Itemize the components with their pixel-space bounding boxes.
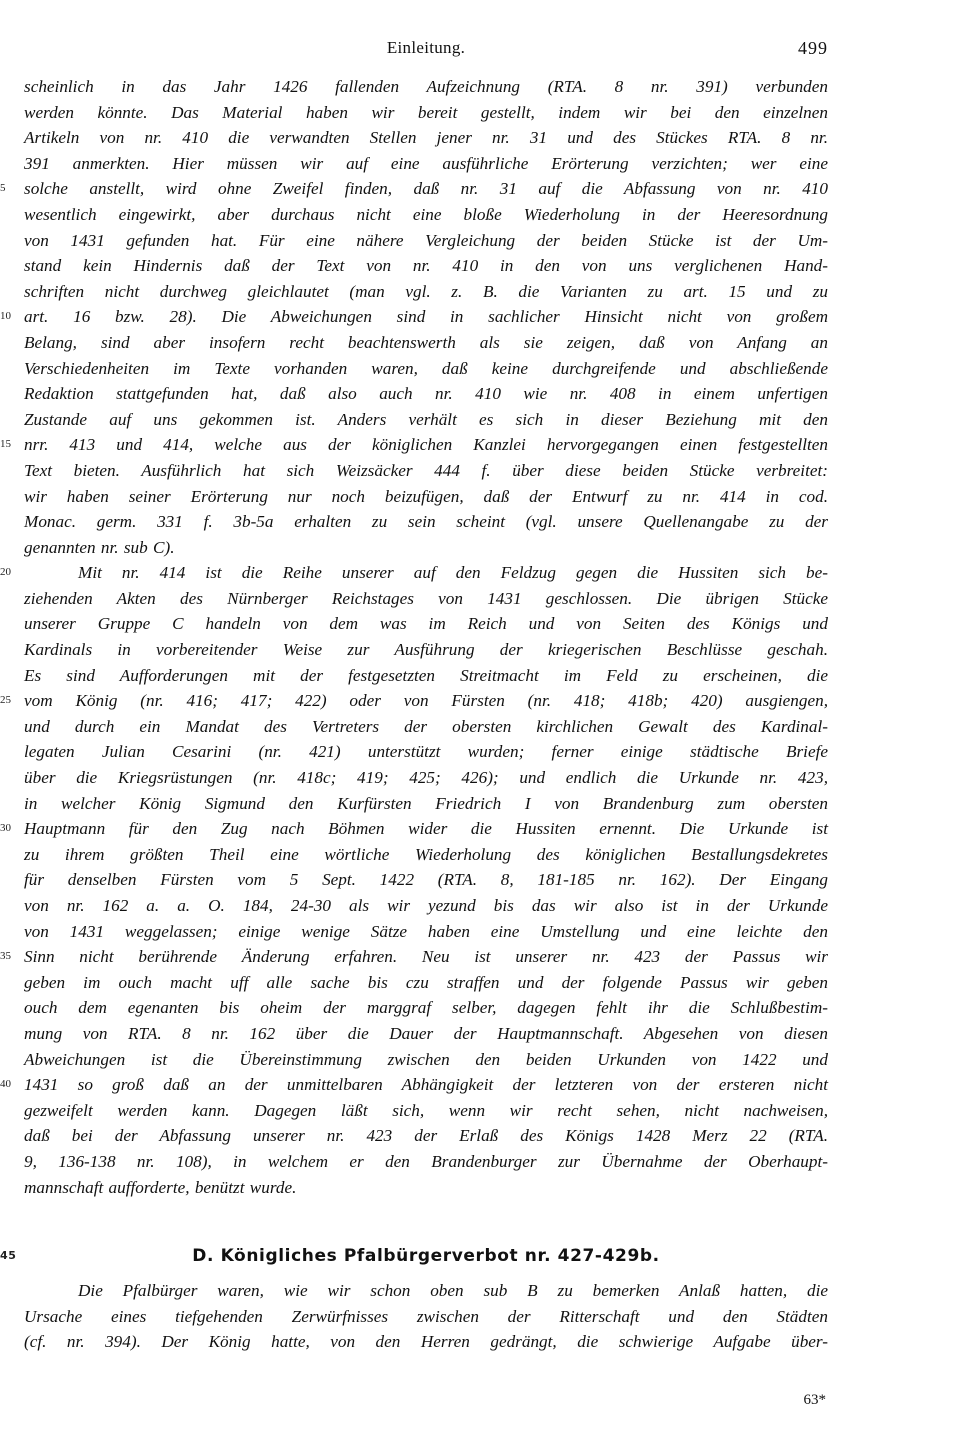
- line-text: scheinlich in das Jahr 1426 fallenden Aufzeichnung (RTA. 8 nr. 391) verbunden: [24, 77, 828, 96]
- text-line: [0, 944, 828, 970]
- text-line: [24, 1329, 828, 1355]
- text-line: [24, 1304, 828, 1330]
- text-line: [24, 484, 828, 510]
- text-line: [24, 739, 828, 765]
- line-text: Mit nr. 414 ist die Reihe unserer auf den Feldzug gegen die Hussiten sich be-: [78, 563, 828, 583]
- text-line: [24, 663, 828, 689]
- line-text: art. 16 bzw. 28). Die Abweichungen sind in sachlicher Hinsicht nicht von großem: [24, 307, 828, 327]
- line-text: zu ihrem größten Theil eine wörtliche Wiederholung des königlichen Bestallungsdekretes: [24, 844, 828, 864]
- line-number: 20: [0, 566, 11, 579]
- line-text: Abweichungen ist die Übereinstimmung zwischen den beiden Urkunden von 1422 und: [24, 1049, 828, 1069]
- text-line: [24, 74, 828, 100]
- line-text: legaten Julian Cesarini (nr. 421) unterstützt wurden; ferner einige städtische Briefe: [24, 742, 828, 762]
- line-text: Kardinals in vorbereitender Weise zur Ausführung der kriegerischen Beschlüsse geschah.: [24, 640, 828, 660]
- text-line: [24, 100, 828, 126]
- line-text: über die Kriegsrüstungen (nr. 418c; 419; 425; 426); und endlich die Urkunde nr. 423,: [24, 768, 828, 788]
- section-heading: [0, 1234, 828, 1278]
- line-text: von 1431 weggelassen; einige wenige Sätze haben eine Umstellung und eine leichte den: [24, 921, 828, 941]
- line-text: Es sind Aufforderungen mit der festgesetzten Streitmacht im Feld zu erscheinen, die: [24, 665, 828, 685]
- running-header: [24, 38, 828, 64]
- line-text: wesentlich eingewirkt, aber durchaus nicht eine bloße Wiederholung in der Heeresordnung: [24, 204, 828, 224]
- line-text: 391 anmerkten. Hier müssen wir auf eine ausführliche Erörterung verzichten; wer eine: [24, 153, 828, 173]
- text-line: [24, 381, 828, 407]
- section-paragraph: [24, 1278, 828, 1355]
- line-text: unserer Gruppe C handeln von dem was im Reich und von Seiten des Königs und: [24, 614, 828, 634]
- line-text: daß bei der Abfassung unserer nr. 423 der Erlaß des Königs 1428 Merz 22 (RTA.: [24, 1126, 828, 1146]
- text-line: [24, 151, 828, 177]
- text-line: [24, 867, 828, 893]
- text-line: [24, 586, 828, 612]
- line-text: Artikeln von nr. 410 die verwandten Stellen jener nr. 31 und des Stückes RTA. 8 nr.: [24, 128, 828, 148]
- text-line: [24, 253, 828, 279]
- text-line: [24, 535, 828, 561]
- text-line: [0, 560, 828, 586]
- line-text: 1431 so groß daß an der unmittelbaren Abhängigkeit der letzteren von der ersteren nicht: [24, 1075, 828, 1095]
- text-line: [24, 919, 828, 945]
- text-line: [24, 356, 828, 382]
- text-line: [24, 765, 828, 791]
- line-number: 40: [0, 1078, 11, 1091]
- line-text: Ursache eines tiefgehenden Zerwürfnisses zwischen der Ritterschaft und den Städten: [24, 1306, 828, 1326]
- text-line: [24, 279, 828, 305]
- line-text: wir haben seiner Erörterung nur noch beizufügen, daß der Entwurf zu nr. 414 in cod.: [24, 486, 828, 506]
- text-line: [24, 1175, 828, 1201]
- text-line: [24, 842, 828, 868]
- line-text: Redaktion stattgefunden hat, daß also auch nr. 410 wie nr. 408 in einem unfertigen: [24, 384, 828, 404]
- text-line: [24, 458, 828, 484]
- text-line: [0, 176, 828, 202]
- line-number: 15: [0, 438, 11, 451]
- text-line: [0, 304, 828, 330]
- line-text: gezweifelt werden kann. Dagegen läßt sich, wenn wir recht sehen, nicht nachweisen,: [24, 1100, 828, 1120]
- line-text: für denselben Fürsten vom 5 Sept. 1422 (RTA. 8, 181-185 nr. 162). Der Eingang: [24, 870, 828, 890]
- main-paragraphs: [0, 74, 828, 1200]
- line-text: solche anstellt, wird ohne Zweifel finden, daß nr. 31 auf die Abfassung von nr. 410: [24, 179, 828, 199]
- line-number: 35: [0, 950, 11, 963]
- line-text: vom König (nr. 416; 417; 422) oder von Fürsten (nr. 418; 418b; 420) ausgiengen,: [24, 691, 828, 711]
- text-line: [24, 509, 828, 535]
- line-text: geben im ouch macht uff alle sache bis czu straffen und der folgende Passus wir geben: [24, 972, 828, 992]
- text-line: [24, 970, 828, 996]
- line-text: von nr. 162 a. a. O. 184, 24-30 als wir yezund bis das wir also ist in der Urkunde: [24, 896, 828, 915]
- line-text: ziehenden Akten des Nürnberger Reichstages von 1431 geschlossen. Die übrigen Stücke: [24, 588, 828, 608]
- line-number: 10: [0, 310, 11, 323]
- line-text: mannschaft aufforderte, benützt wurde.: [24, 1177, 297, 1197]
- text-line: [24, 637, 828, 663]
- text-line: [24, 893, 828, 919]
- line-text: Monac. germ. 331 f. 3b-5a erhalten zu sein scheint (vgl. unsere Quellenangabe zu der: [24, 512, 828, 532]
- line-number: 25: [0, 694, 11, 707]
- text-line: [24, 1098, 828, 1124]
- line-number: 45: [0, 1249, 17, 1263]
- line-text: 9, 136-138 nr. 108), in welchem er den Brandenburger zur Übernahme der Oberhaupt-: [24, 1151, 828, 1171]
- line-text: ouch dem egenanten bis oheim der marggraf selber, dagegen fehlt ihr die Schlußbestim-: [24, 998, 828, 1018]
- text-line: [24, 714, 828, 740]
- line-text: Zustande auf uns gekommen ist. Anders verhält es sich in dieser Beziehung mit den: [24, 409, 828, 429]
- line-number: 5: [0, 182, 6, 195]
- line-text: schriften nicht durchweg gleichlautet (man vgl. z. B. die Varianten zu art. 15 und zu: [24, 281, 828, 301]
- text-line: [24, 125, 828, 151]
- text-line: [24, 330, 828, 356]
- text-line: [24, 791, 828, 817]
- line-text: Belang, sind aber insofern recht beachtenswerth als sie zeigen, daß von Anfang an: [24, 332, 828, 352]
- section-heading-text: D. Königliches Pfalbürgerverbot nr. 427-429b.: [192, 1246, 660, 1267]
- line-text: Verschiedenheiten im Texte vorhanden waren, daß keine durchgreifende und abschließende: [24, 358, 828, 378]
- text-line: [24, 611, 828, 637]
- text-line: [24, 1123, 828, 1149]
- line-text: mung von RTA. 8 nr. 162 über die Dauer der Hauptmannschaft. Abgesehen von diesen: [24, 1023, 828, 1043]
- body-text: [0, 74, 828, 1355]
- line-text: Hauptmann für den Zug nach Böhmen wider die Hussiten ernennt. Die Urkunde ist: [24, 819, 828, 839]
- text-line: [24, 1047, 828, 1073]
- line-text: nrr. 413 und 414, welche aus der königlichen Kanzlei hervorgegangen einen festgestellten: [24, 435, 828, 455]
- text-line: [24, 1021, 828, 1047]
- line-text: Sinn nicht berührende Änderung erfahren. Neu ist unserer nr. 423 der Passus wir: [24, 947, 828, 967]
- page-number: 499: [798, 38, 828, 58]
- text-line: [0, 1072, 828, 1098]
- text-line: [24, 228, 828, 254]
- line-text: stand kein Hindernis daß der Text von nr. 410 in den von uns verglichenen Hand-: [24, 256, 828, 276]
- line-text: genannten nr. sub C).: [24, 537, 175, 557]
- line-text: und durch ein Mandat des Vertreters der obersten kirchlichen Gewalt des Kardinal-: [24, 716, 828, 736]
- text-line: [24, 407, 828, 433]
- line-text: in welcher König Sigmund den Kurfürsten Friedrich I von Brandenburg zum obersten: [24, 793, 828, 813]
- line-text: Text bieten. Ausführlich hat sich Weizsäcker 444 f. über diese beiden Stücke verbreitet:: [24, 460, 828, 480]
- text-line: [0, 432, 828, 458]
- line-text: werden könnte. Das Material haben wir bereit gestellt, indem wir bei den einzelnen: [24, 102, 828, 122]
- text-line: [24, 1149, 828, 1175]
- text-line: [24, 202, 828, 228]
- line-text: (cf. nr. 394). Der König hatte, von den Herren gedrängt, die schwierige Aufgabe über-: [24, 1332, 828, 1352]
- text-line: [0, 688, 828, 714]
- line-number: 30: [0, 822, 11, 835]
- text-line: [24, 995, 828, 1021]
- line-text: Die Pfalbürger waren, wie wir schon oben sub B zu bemerken Anlaß hatten, die: [78, 1281, 828, 1301]
- signature-mark: 63*: [803, 1392, 826, 1408]
- text-line: [0, 816, 828, 842]
- text-line: [24, 1278, 828, 1304]
- line-text: von 1431 gefunden hat. Für eine nähere Vergleichung der beiden Stücke ist der Um-: [24, 230, 828, 250]
- running-title: Einleitung.: [386, 38, 466, 57]
